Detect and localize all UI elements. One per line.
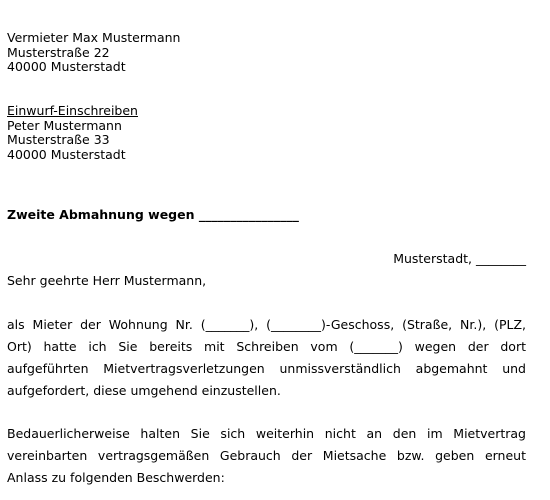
date-line: Musterstadt, ________ (393, 251, 526, 266)
paragraph-2 (7, 423, 526, 489)
delivery-type: Einwurf-Einschreiben (7, 103, 138, 118)
paragraph-line: als Mieter der Wohnung Nr. (_______), (________)-Geschoss, (Straße, Nr.), (PLZ, (7, 317, 526, 332)
subject-line: Zweite Abmahnung wegen ________________ (7, 207, 299, 222)
paragraph-line: aufgeführten Mietvertragsverletzungen unmissverständlich abgemahnt und (7, 361, 526, 376)
paragraph-line: aufgefordert, diese umgehend einzustellen. (7, 383, 281, 398)
recipient-address (7, 104, 138, 162)
sender-name: Vermieter Max Mustermann (7, 30, 181, 45)
recipient-city: 40000 Musterstadt (7, 146, 126, 162)
paragraph-line: Ort) hatte ich Sie bereits mit Schreiben vom (_______) wegen der dort (7, 339, 526, 354)
greeting: Sehr geehrte Herr Mustermann, (7, 273, 207, 288)
paragraph-line: Bedauerlicherweise halten Sie sich weiterhin nicht an den im Mietvertrag (7, 426, 526, 441)
sender-city: 40000 Musterstadt (7, 59, 126, 74)
paragraph-line: Anlass zu folgenden Beschwerden: (7, 470, 225, 485)
sender-street: Musterstraße 22 (7, 44, 110, 60)
paragraph-line: vereinbarten vertragsgemäßen Gebrauch der Mietsache bzw. geben erneut (7, 448, 526, 463)
recipient-name: Peter Mustermann (7, 117, 122, 133)
recipient-street: Musterstraße 33 (7, 132, 110, 147)
sender-address (7, 31, 180, 75)
paragraph-1 (7, 314, 526, 402)
